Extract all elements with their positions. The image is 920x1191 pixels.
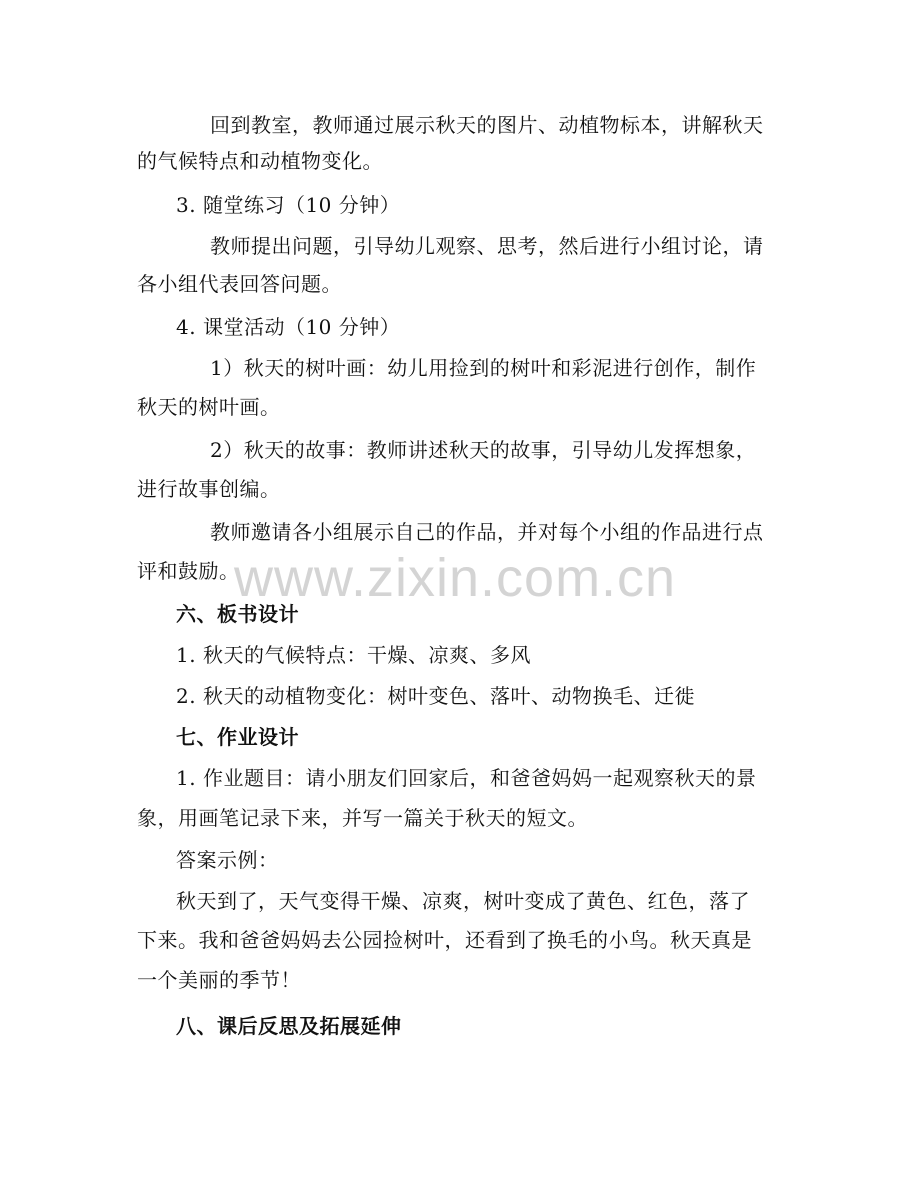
- paragraph-line: 秋天到了，天气变得干燥、凉爽，树叶变成了黄色、红色，落了: [176, 889, 750, 913]
- section-heading: 七、作业设计: [176, 725, 299, 749]
- list-item-heading: 3. 随堂练习（10 分钟）: [176, 193, 401, 217]
- paragraph-line: 象，用画笔记录下来，并写一篇关于秋天的短文。: [137, 806, 588, 830]
- paragraph-line: 教师邀请各小组展示自己的作品，并对每个小组的作品进行点: [210, 520, 764, 544]
- paragraph-line: 进行故事创编。: [137, 477, 281, 501]
- paragraph-line: 1）秋天的树叶画：幼儿用捡到的树叶和彩泥进行创作，制作: [210, 356, 757, 380]
- paragraph-line: 下来。我和爸爸妈妈去公园捡树叶，还看到了换毛的小鸟。秋天真是: [137, 928, 752, 952]
- paragraph-line: 各小组代表回答问题。: [137, 272, 342, 296]
- list-item: 1. 作业题目：请小朋友们回家后，和爸爸妈妈一起观察秋天的景: [176, 766, 757, 790]
- paragraph-line: 评和鼓励。: [137, 559, 240, 583]
- section-heading: 八、课后反思及拓展延伸: [176, 1014, 402, 1038]
- paragraph-line: 回到教室，教师通过展示秋天的图片、动植物标本，讲解秋天: [210, 113, 764, 137]
- list-item-heading: 4. 课堂活动（10 分钟）: [176, 315, 401, 339]
- list-item: 1. 秋天的气候特点：干燥、凉爽、多风: [176, 643, 531, 667]
- paragraph-line: 秋天的树叶画。: [137, 395, 281, 419]
- paragraph-line: 2）秋天的故事：教师讲述秋天的故事，引导幼儿发挥想象，: [210, 438, 757, 462]
- paragraph-line: 一个美丽的季节！: [137, 968, 301, 992]
- list-item: 2. 秋天的动植物变化：树叶变色、落叶、动物换毛、迁徙: [176, 684, 695, 708]
- paragraph-line: 教师提出问题，引导幼儿观察、思考，然后进行小组讨论，请: [210, 234, 764, 258]
- section-heading: 六、板书设计: [176, 602, 299, 626]
- answer-label: 答案示例：: [176, 848, 279, 872]
- watermark: www.zixin.com.cn: [234, 548, 677, 608]
- paragraph-line: 的气候特点和动植物变化。: [137, 149, 383, 173]
